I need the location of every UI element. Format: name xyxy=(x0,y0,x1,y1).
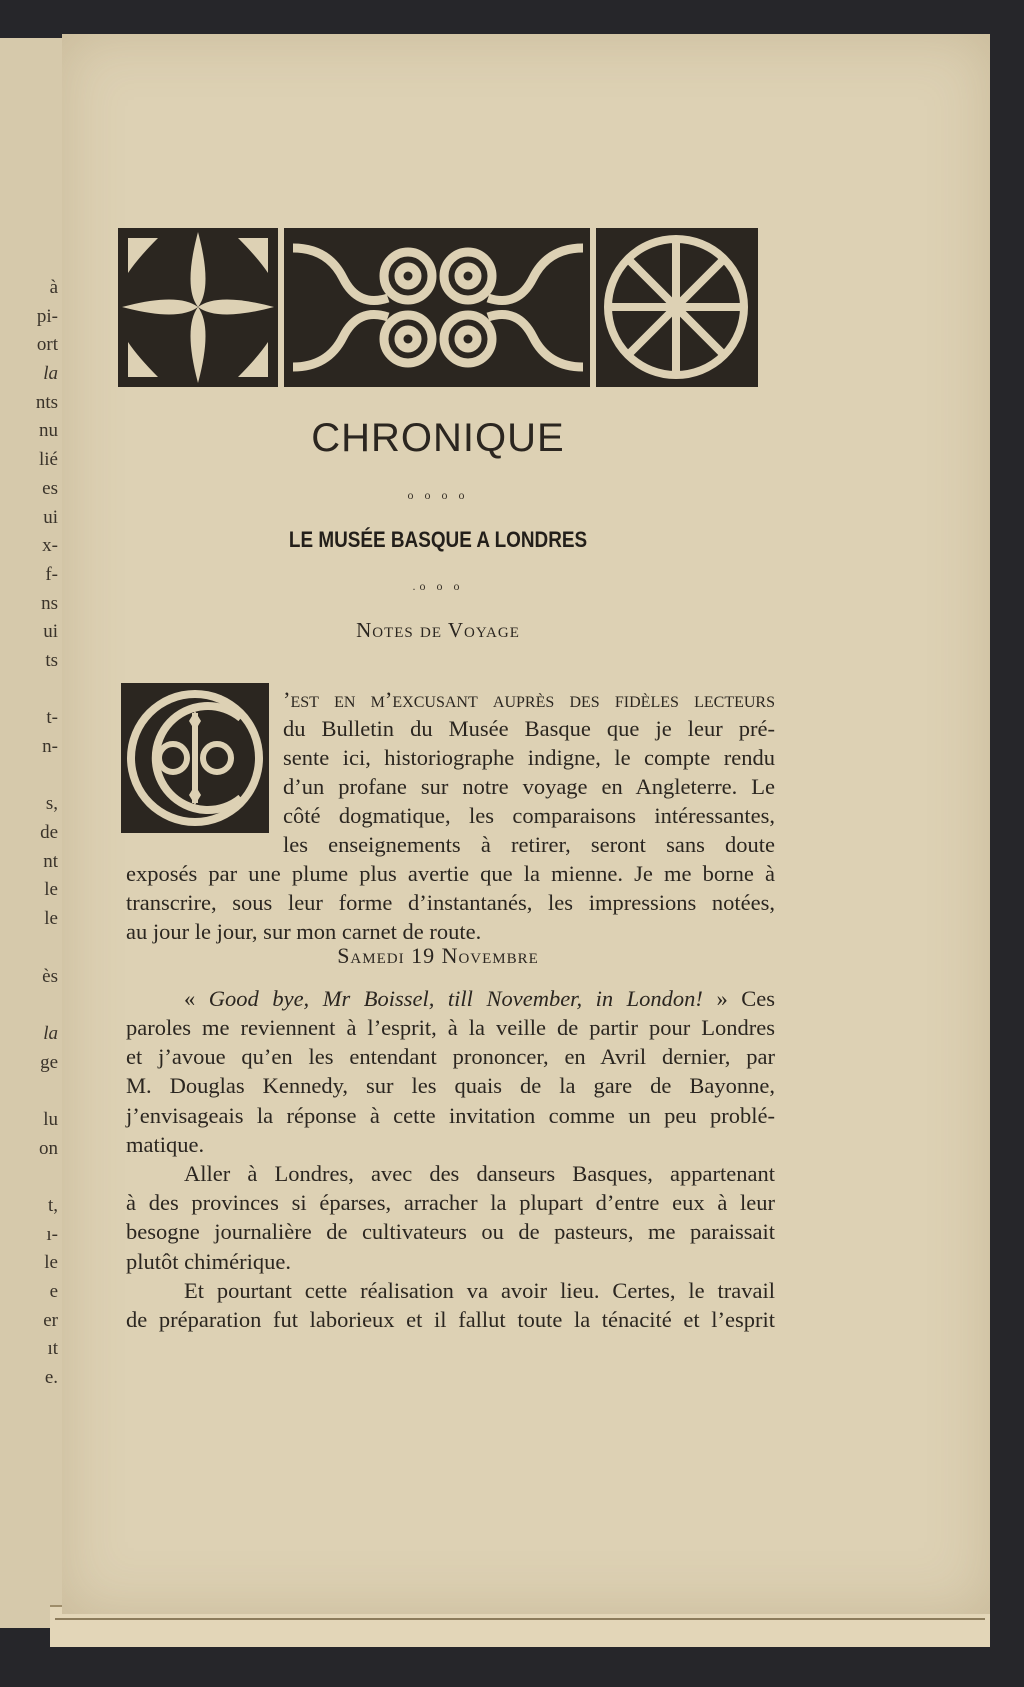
left-page-fragment: la xyxy=(43,363,58,385)
left-page-fragment: lié xyxy=(39,449,58,471)
left-page-fragment: de xyxy=(40,822,58,844)
ornamental-dots: o o o o xyxy=(407,488,469,502)
section-heading-date: Samedi 19 Novembre xyxy=(337,943,539,968)
quote-close: » Ces xyxy=(702,986,776,1011)
left-page-fragment: er xyxy=(43,1309,58,1331)
left-page-fragment: f- xyxy=(45,563,58,585)
left-page-fragment xyxy=(36,762,58,791)
left-page-fragment xyxy=(36,676,58,705)
intro-text-line: exposés par une plume plus avertie que la mienne. Je me borne à xyxy=(126,861,775,886)
intro-text-line: les enseignements à retirer, seront sans doute xyxy=(283,832,775,857)
left-page-fragment: la xyxy=(43,1022,58,1044)
left-page-fragment: ı- xyxy=(46,1223,58,1245)
body-text-line: M. Douglas Kennedy, sur les quais de la gare de Bayonne, xyxy=(126,1073,775,1099)
article-title: LE MUSÉE BASQUE A LONDRES xyxy=(288,527,588,552)
left-page-fragment: le xyxy=(44,1252,58,1274)
intro-text-line: sente ici, historiographe indigne, le compte rendu xyxy=(283,745,775,770)
left-page-fragment: t- xyxy=(46,707,58,729)
quote-open: « xyxy=(184,986,209,1011)
left-page-fragment: e. xyxy=(44,1367,58,1389)
left-page-fragment: nts xyxy=(35,391,58,413)
left-page-fragment: es xyxy=(42,477,58,499)
body-text-line: besogne journalière de cultivateurs ou de pasteurs, me paraissait xyxy=(126,1219,775,1245)
left-page-edge xyxy=(0,38,64,1628)
article-subtitle: Notes de Voyage xyxy=(356,618,520,642)
left-page-fragment: ns xyxy=(41,592,58,614)
left-page-fragment: nt xyxy=(43,850,58,872)
body-text-line: et j’avoue qu’en les entendant prononcer, en Avril dernier, par xyxy=(126,1044,775,1070)
body-text-line: j’envisageais la réponse à cette invitation comme un peu problé- xyxy=(126,1102,775,1128)
left-page-fragment: ès xyxy=(42,965,58,987)
page-stack-line xyxy=(55,1618,985,1620)
left-page-fragment: ge xyxy=(40,1051,58,1073)
left-page-fragment: ui xyxy=(43,621,58,643)
left-page-fragment: ui xyxy=(43,506,58,528)
intro-text-line: d’un profane sur notre voyage en Angleterre. Le xyxy=(283,774,775,799)
left-page-fragment: on xyxy=(39,1137,58,1159)
left-page-fragment: s, xyxy=(45,793,58,815)
intro-text-line: du Bulletin du Musée Basque que je leur pré- xyxy=(283,716,775,741)
quote-italic: Good bye, Mr Boissel, till November, in London! xyxy=(208,986,703,1011)
left-page-fragment: t, xyxy=(47,1195,58,1216)
ornamental-dots: .o o o xyxy=(412,579,464,593)
body-text-line: de préparation fut laborieux et il fallut toute la ténacité et l’esprit xyxy=(126,1307,775,1332)
left-page-text-fragments xyxy=(36,274,58,1393)
body-text-line: à des provinces si éparses, arracher la plupart d’entre eux à leur xyxy=(126,1190,775,1216)
body-text-line: plutôt chimérique. xyxy=(126,1248,291,1274)
quote-line xyxy=(126,984,775,1013)
left-page-fragment: le xyxy=(44,879,58,901)
left-page-fragment: le xyxy=(44,908,58,930)
intro-text-line: au jour le jour, sur mon carnet de route. xyxy=(126,919,482,944)
ornamental-header-band xyxy=(118,228,758,387)
intro-text-line: côté dogmatique, les comparaisons intéressantes, xyxy=(283,803,775,828)
left-page-fragment xyxy=(36,1163,58,1192)
body-text-line: Et pourtant cette réalisation va avoir lieu. Certes, le travail xyxy=(184,1277,775,1303)
left-page-fragment: x- xyxy=(42,535,58,557)
left-page-fragment: lu xyxy=(43,1108,58,1130)
left-page-fragment: ort xyxy=(36,334,58,356)
left-page-fragment: e xyxy=(49,1281,58,1303)
left-page-fragment: à xyxy=(49,277,58,298)
left-page-fragment: n- xyxy=(42,736,58,757)
body-text-line: Aller à Londres, avec des danseurs Basques, appartenant xyxy=(184,1161,775,1186)
chronicle-heading: CHRONIQUE xyxy=(311,416,565,460)
left-page-fragment xyxy=(36,934,58,963)
left-page-fragment: ts xyxy=(45,649,58,671)
left-page-fragment: nu xyxy=(39,420,58,442)
left-page-fragment xyxy=(36,1077,58,1106)
body-text-line: matique. xyxy=(126,1131,205,1157)
intro-text-line: transcrire, sous leur forme d’instantanés, les impressions notées, xyxy=(126,890,775,915)
intro-text-line: ’est en m’excusant auprès des fidèles lecteurs xyxy=(283,687,775,712)
body-text-line: paroles me reviennent à l’esprit, à la veille de partir pour Londres xyxy=(126,1015,775,1040)
drop-cap-illuminated-c xyxy=(121,683,269,833)
left-page-fragment: pi- xyxy=(36,305,58,327)
left-page-fragment xyxy=(36,991,58,1020)
left-page-fragment: ıt xyxy=(47,1338,58,1360)
